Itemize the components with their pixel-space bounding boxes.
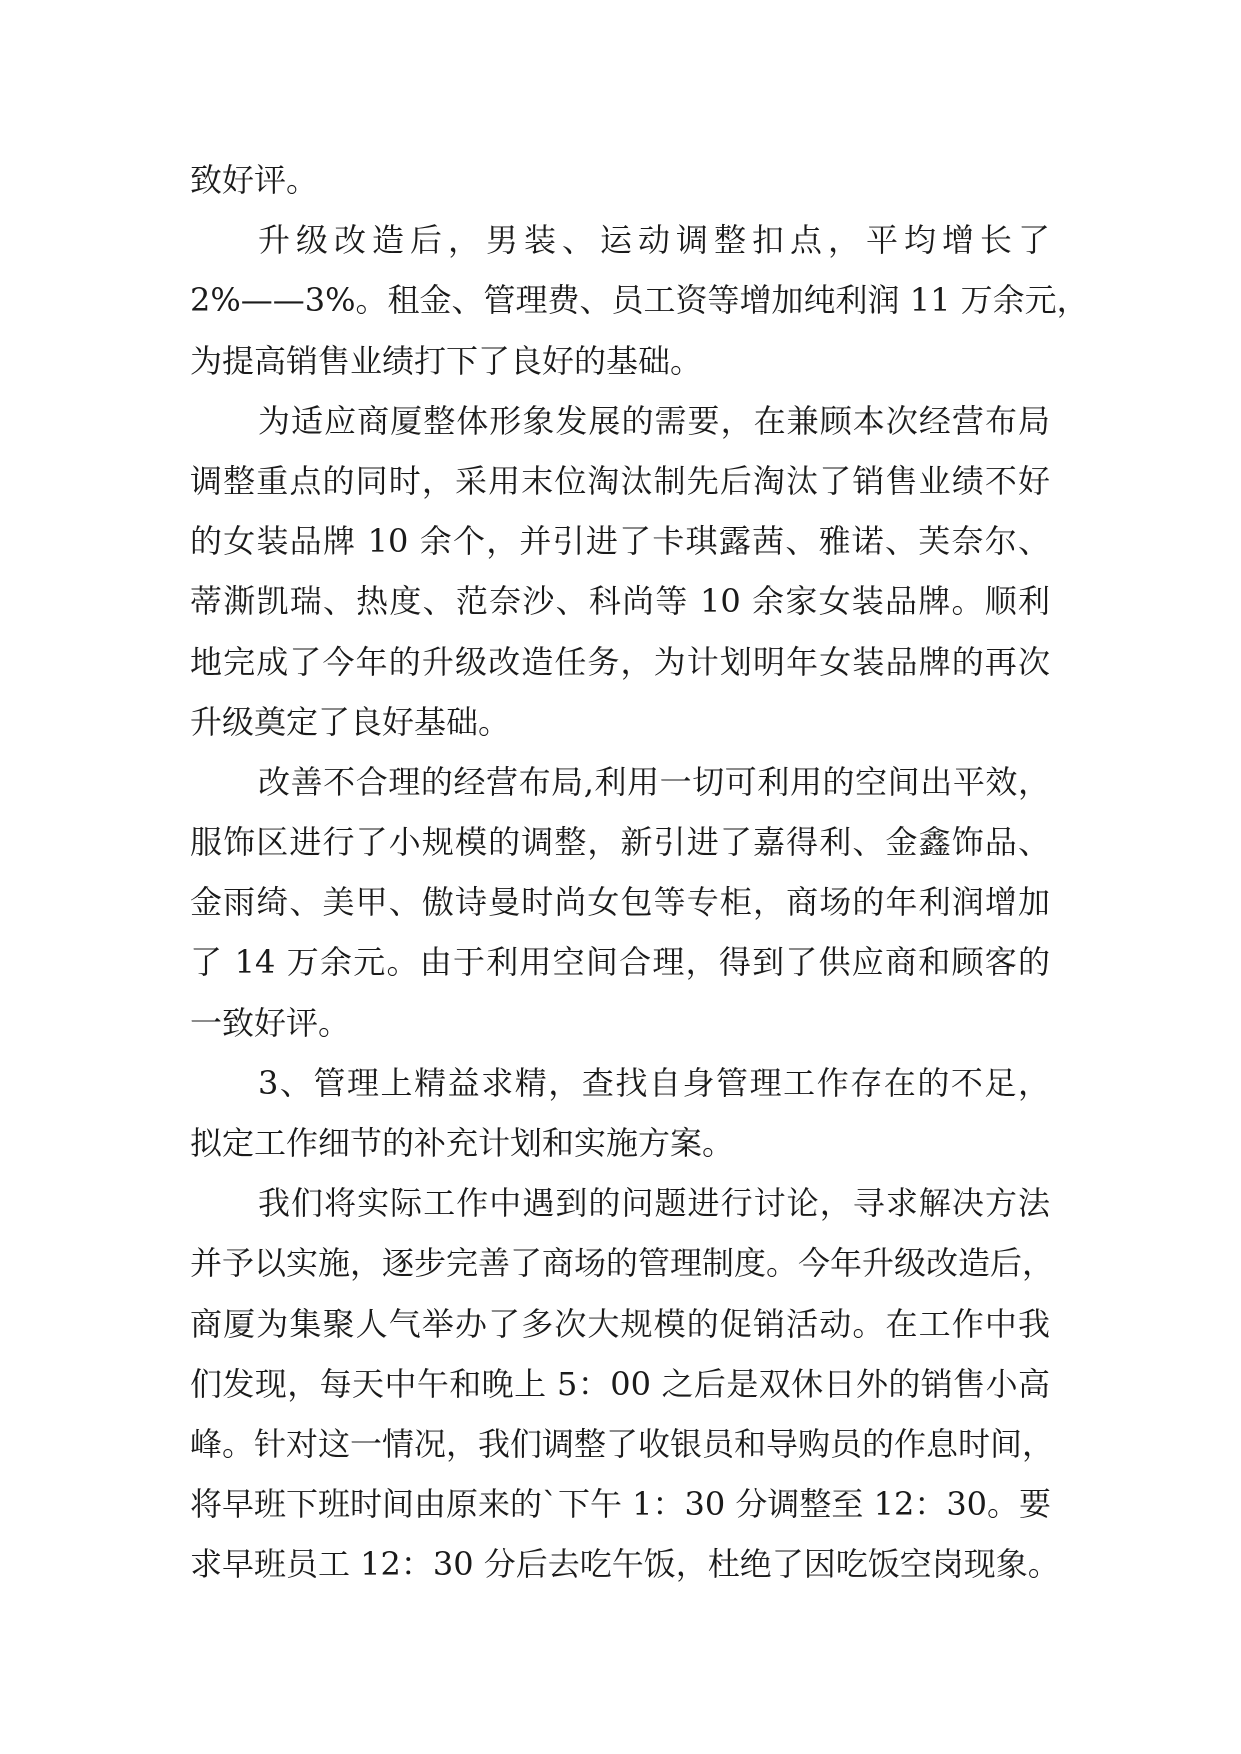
text-line: 为提高销售业绩打下了良好的基础。 (190, 341, 703, 380)
text-line: 3、管理上精益求精，查找自身管理工作存在的不足， (258, 1063, 1050, 1102)
text-line: 商厦为集聚人气举办了多次大规模的促销活动。在工作中我 (190, 1304, 1050, 1343)
text-line: 为适应商厦整体形象发展的需要，在兼顾本次经营布局 (258, 401, 1050, 440)
text-line: 我们将实际工作中遇到的问题进行讨论，寻求解决方法 (258, 1184, 1050, 1223)
text-line: 了 14 万余元。由于利用空间合理，得到了供应商和顾客的 (190, 943, 1050, 982)
body-text (190, 150, 1089, 1595)
text-line: 一致好评。 (190, 1003, 351, 1042)
text-line: 蒂澌凯瑞、热度、范奈沙、科尚等 10 余家女装品牌。顺利 (190, 582, 1050, 621)
text-line: 改善不合理的经营布局,利用一切可利用的空间出平效， (258, 762, 1050, 801)
text-line: 峰。针对这一情况，我们调整了收银员和导购员的作息时间， (190, 1424, 1055, 1463)
text-line: 服饰区进行了小规模的调整，新引进了嘉得利、金鑫饰品、 (190, 823, 1050, 862)
text-line: 的女装品牌 10 余个，并引进了卡琪露茜、雅诺、芙奈尔、 (190, 522, 1050, 561)
text-line: 金雨绮、美甲、傲诗曼时尚女包等专柜，商场的年利润增加 (190, 883, 1050, 922)
text-line: 致好评。 (190, 161, 319, 199)
text-line: 地完成了今年的升级改造任务，为计划明年女装品牌的再次 (190, 642, 1050, 681)
text-line: 将早班下班时间由原来的`下午 1：30 分调整至 12：30。要 (190, 1485, 1052, 1524)
text-line: 升级改造后，男装、运动调整扣点，平均增长了 (258, 221, 1050, 260)
text-line: 们发现，每天中午和晚上 5：00 之后是双休日外的销售小高 (190, 1364, 1050, 1403)
text-line: 升级奠定了良好基础。 (190, 702, 511, 741)
text-line: 拟定工作细节的补充计划和实施方案。 (190, 1124, 735, 1162)
text-line: 2%——3%。租金、管理费、员工资等增加纯利润 11 万余元， (190, 281, 1089, 320)
text-line: 并予以实施，逐步完善了商场的管理制度。今年升级改造后， (190, 1244, 1055, 1283)
text-line: 求早班员工 12：30 分后去吃午饭，杜绝了因吃饭空岗现象。 (190, 1545, 1060, 1584)
text-line: 调整重点的同时，采用末位淘汰制先后淘汰了销售业绩不好 (190, 461, 1050, 500)
